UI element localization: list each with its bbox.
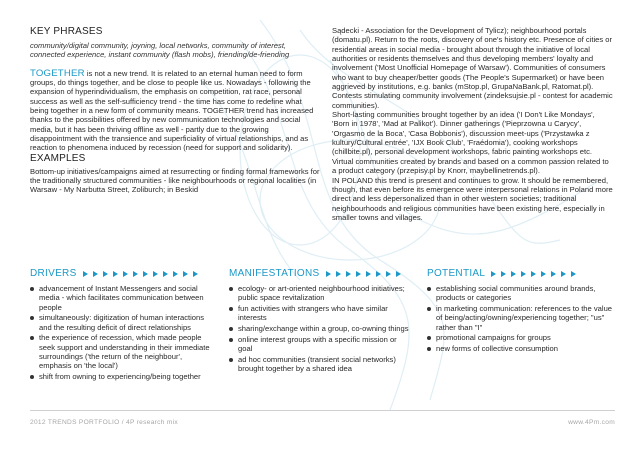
arrow-row-icon <box>326 271 401 277</box>
left-column <box>30 26 320 195</box>
bullet-icon <box>229 327 233 331</box>
potential-list <box>427 284 615 354</box>
bullet-icon <box>30 316 34 320</box>
together-text: is not a new trend. It is related to an eternal human need to form groups, do things together, and be close to people like us. Nowadays - following the expansion of hyperindividualism, the emphasis on competition, rat race, personal success as well as the self-sufficiency trend - the time has come to redefine what being together in a new form of community means. TOGETHER trend has increased thanks to the possibilities offered by new communication technologies and social media, but it has been thriving offline as well - partly due to the growing disappointment with the transience and superficiality of virtual relationships, and as reaction to phenomena induced by recession (need for support and solidarity). <box>30 68 314 153</box>
examples-continued-paragraph: Sądecki - Association for the Development of Tylicz); neighbourhood portals (domatu.pl). Return to the roots, discovery of one's history etc. Presence of cities or residential areas in social media - brought about through the initiative of local authorities or residents themselves and thus developing members' loyalty and involvement ('Most Unofficial Homepage of Warsaw'). Communities of consumers who want to buy cheaper/better goods (The People's Supermarket) or have been aggrieved by institutions, e.g. banks (mStop.pl, GrupaNaBank.pl, Ratomat.pl). Contests stimulating community involvement (zindeksujsie.pl - contest for academic communities). <box>332 26 613 110</box>
arrow-row-icon <box>83 271 198 277</box>
list-item: promotional campaigns for groups <box>427 333 615 342</box>
list-item: ecology- or art-oriented neighbourhood initiatives; public space revitalization <box>229 284 411 303</box>
bullet-icon <box>229 358 233 362</box>
bullet-icon <box>229 287 233 291</box>
manifestations-header <box>229 268 411 280</box>
drivers-title: DRIVERS <box>30 268 77 280</box>
manifestations-section <box>229 268 411 375</box>
potential-header <box>427 268 615 280</box>
bullet-icon <box>427 307 431 311</box>
bullet-icon <box>30 287 34 291</box>
drivers-list <box>30 284 216 381</box>
examples-text: Bottom-up initiatives/campaigns aimed at resurrecting or finding formal frameworks for the traditionally structured communities - like neighbourhoods or regional localities (in Warsaw - My Narbutta Street, Zoliburch; in Beskid <box>30 166 320 195</box>
bullet-icon <box>427 287 431 291</box>
list-item: advancement of Instant Messengers and social media - which facilitates communication between people <box>30 284 216 312</box>
list-item: ad hoc communities (transient social networks) brought together by a shared idea <box>229 355 411 374</box>
bullet-icon <box>427 336 431 340</box>
list-item: establishing social communities around brands, products or categories <box>427 284 615 303</box>
footer-website-link[interactable]: www.4Pm.com <box>568 419 615 426</box>
key-phrases-heading: KEY PHRASES <box>30 26 103 37</box>
footer-divider <box>30 410 615 411</box>
right-column <box>332 26 614 222</box>
arrow-row-icon <box>491 271 576 277</box>
list-item: the experience of recession, which made people seek support and understanding in their immediate surroundings ('the return of the neighbour', emphasis on 'the local') <box>30 333 216 370</box>
bullet-icon <box>427 347 431 351</box>
list-item: sharing/exchange within a group, co-owning things <box>229 324 411 333</box>
drivers-header <box>30 268 216 280</box>
potential-section <box>427 268 615 355</box>
drivers-section <box>30 268 216 383</box>
list-item: online interest groups with a specific mission or goal <box>229 335 411 354</box>
list-item: fun activities with strangers who have similar interests <box>229 304 411 323</box>
key-phrases-text: community/digital community, joyning, local networks, community of interest, connected experience, instant community (flash mobs), friending/de-friending <box>30 41 290 60</box>
potential-title: POTENTIAL <box>427 268 486 280</box>
bullet-icon <box>30 375 34 379</box>
short-lasting-communities-paragraph: Short-lasting communities brought together by an idea ('I Don't Like Mondays', 'Born in 1978', 'Mad at Palikot'). Dinner gatherings ('Pieprzowna u Carycy', 'Orgasmo de la Boca', 'Casa Bobbonis'), discussion meet-ups ('Przystawka z kultury/Cultural entrée', 'IJX Book Club', 'Fraédomia'), cooking workshops (chillbite.pl), personal development workshops, fabric painting workshops etc. Virtual communities created by brands and based on a common passion related to a product category (przepisy.pl by Knorr, maybellinetrends.pl). <box>332 110 609 176</box>
list-item: shift from owning to experiencing/being together <box>30 372 216 381</box>
bullet-icon <box>30 336 34 340</box>
list-item: in marketing communication: references to the value of being/acting/owning/experiencing together; "us" rather than "I" <box>427 304 615 332</box>
bullet-icon <box>229 338 233 342</box>
manifestations-title: MANIFESTATIONS <box>229 268 320 280</box>
manifestations-list <box>229 284 411 374</box>
list-item: simultaneously: digitization of human interactions and the resulting deficit of direct relationships <box>30 313 216 332</box>
examples-heading: EXAMPLES <box>30 152 86 164</box>
in-poland-paragraph: IN POLAND this trend is present and continues to grow. It should be remembered, though, that even before its emergence were interpersonal relations in Poland more direct and less depersonalized than in other western societies; traditional neighbourhoods and religious communities have been existing here, especially in smaller towns and villages. <box>332 175 613 222</box>
together-paragraph <box>30 69 320 153</box>
footer-publication: 2012 TRENDS PORTFOLIO / 4P research mix <box>30 419 179 426</box>
bullet-icon <box>229 307 233 311</box>
together-keyword: TOGETHER <box>30 67 85 79</box>
list-item: new forms of collective consumption <box>427 344 615 353</box>
